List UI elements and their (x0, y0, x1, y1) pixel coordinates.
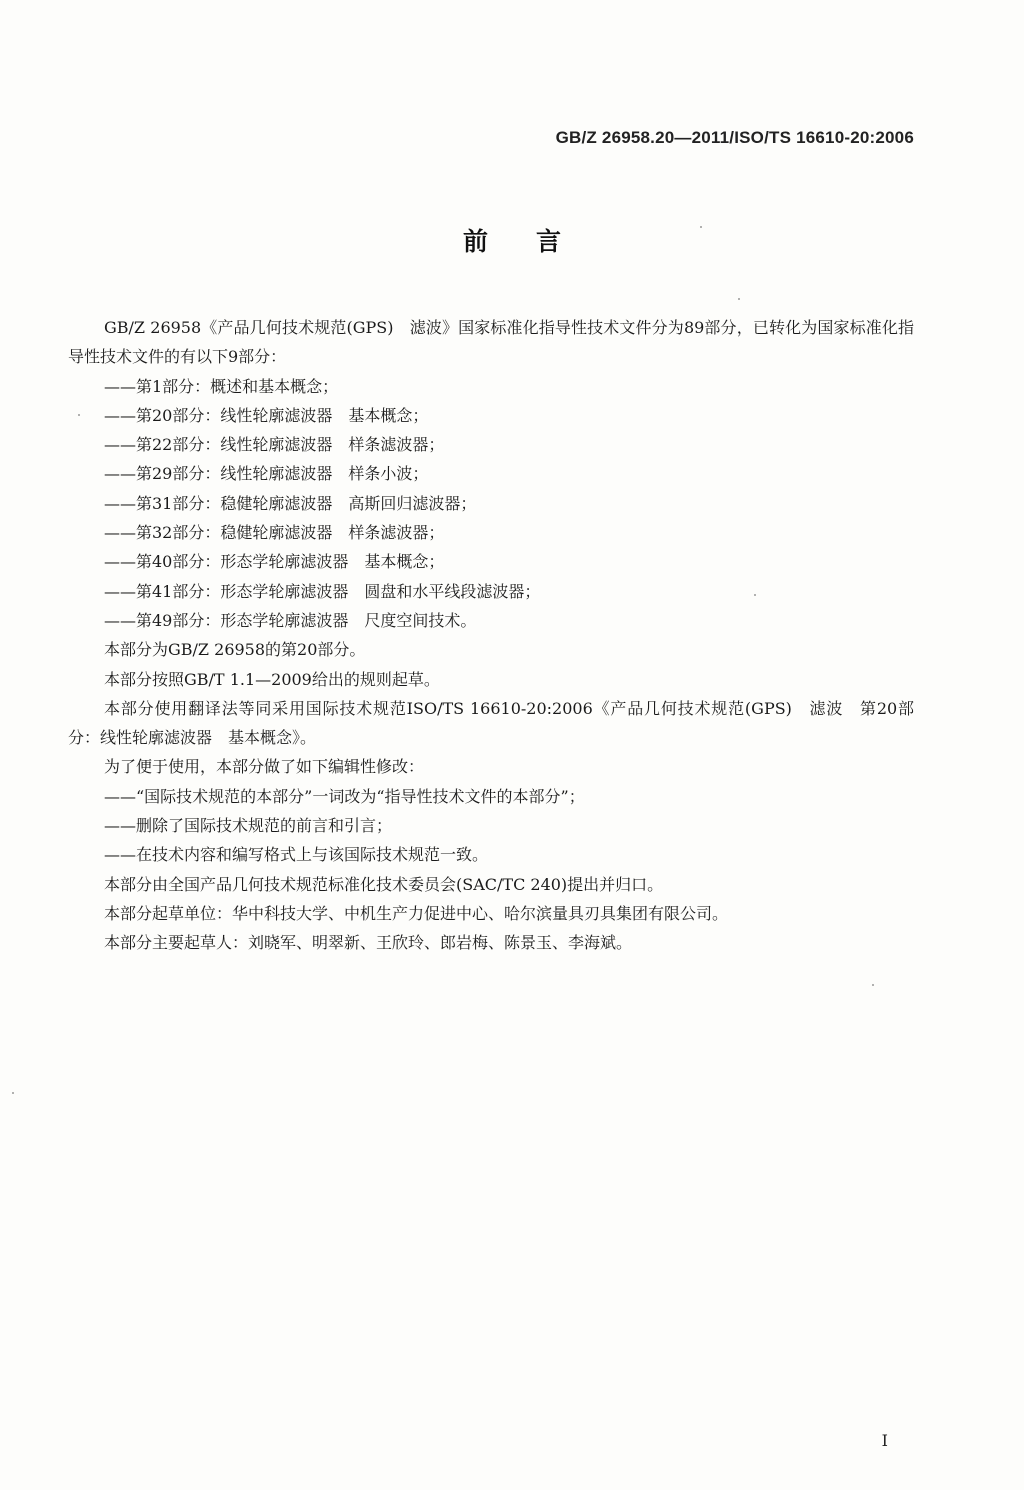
part-statement: 本部分为GB/Z 26958的第20部分。 (104, 640, 366, 660)
scan-speck (872, 984, 874, 986)
list-item-part-20: ——第20部分：线性轮廓滤波器 基本概念； (104, 405, 429, 425)
page-number: I (881, 1431, 888, 1450)
page-title: 前言 (462, 227, 609, 256)
editorial-change-2: ——删除了国际技术规范的前言和引言； (104, 816, 393, 836)
scan-speck (12, 1092, 14, 1094)
list-item-part-40: ——第40部分：形态学轮廓滤波器 基本概念； (104, 552, 445, 572)
list-item-part-32: ——第32部分：稳健轮廓滤波器 样条滤波器； (104, 523, 445, 543)
editorial-change-1: ——“国际技术规范的本部分”一词改为“指导性技术文件的本部分”； (104, 786, 585, 806)
scan-speck (738, 298, 740, 300)
editorial-change-3: ——在技术内容和编写格式上与该国际技术规范一致。 (104, 845, 489, 865)
standard-code-header: GB/Z 26958.20—2011/ISO/TS 16610-20:2006 (555, 128, 914, 147)
list-item-part-49: ——第49部分：形态学轮廓滤波器 尺度空间技术。 (104, 610, 477, 630)
scan-speck (700, 226, 702, 228)
drafting-rules-statement: 本部分按照GB/T 1.1—2009给出的规则起草。 (104, 669, 440, 689)
scan-speck (754, 594, 756, 596)
intro-paragraph: GB/Z 26958《产品几何技术规范(GPS) 滤波》国家标准化指导性技术文件分为89部分，已转化为国家标准化指导性技术文件的有以下9部分： (68, 318, 914, 367)
drafters-statement: 本部分主要起草人：刘晓军、明翠新、王欣玲、郎岩梅、陈景玉、李海斌。 (104, 933, 633, 953)
scan-speck (78, 414, 80, 416)
list-item-part-1: ——第1部分：概述和基本概念； (104, 376, 339, 396)
adoption-statement: 本部分使用翻译法等同采用国际技术规范ISO/TS 16610-20:2006《产品几何技术规范(GPS) 滤波 第20部分：线性轮廓滤波器 基本概念》。 (68, 698, 914, 748)
proposer-statement: 本部分由全国产品几何技术规范标准化技术委员会(SAC/TC 240)提出并归口。 (104, 874, 664, 894)
drafting-units-statement: 本部分起草单位：华中科技大学、中机生产力促进中心、哈尔滨量具刃具集团有限公司。 (104, 903, 729, 923)
foreword-body (68, 313, 914, 958)
list-item-part-31: ——第31部分：稳健轮廓滤波器 高斯回归滤波器； (104, 493, 477, 513)
list-item-part-41: ——第41部分：形态学轮廓滤波器 圆盘和水平线段滤波器； (104, 581, 541, 601)
list-item-part-22: ——第22部分：线性轮廓滤波器 样条滤波器； (104, 435, 445, 455)
list-item-part-29: ——第29部分：线性轮廓滤波器 样条小波； (104, 464, 429, 484)
editorial-changes-intro: 为了便于使用，本部分做了如下编辑性修改： (104, 757, 425, 777)
